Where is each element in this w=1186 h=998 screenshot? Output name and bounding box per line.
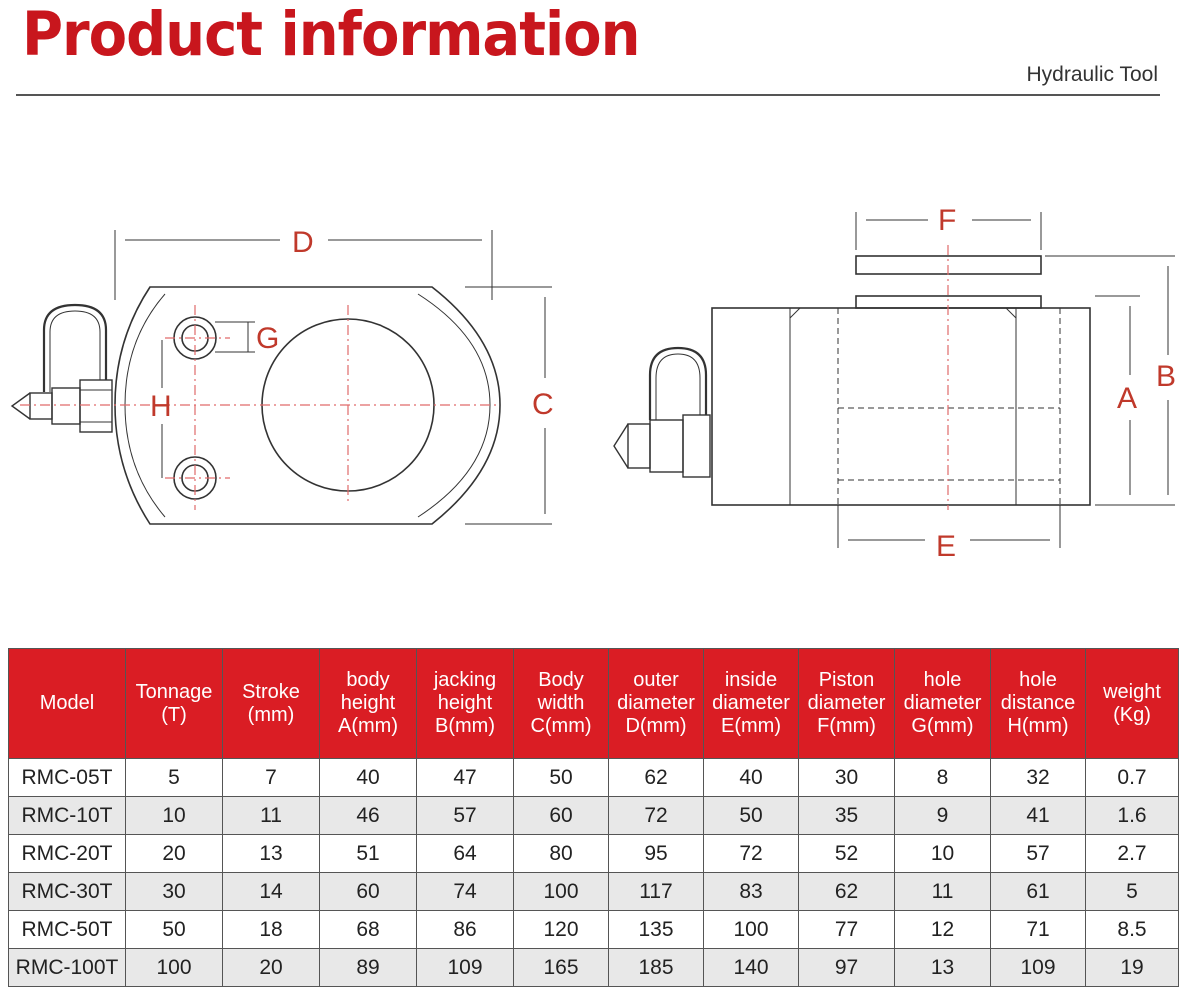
dimension-label-f: F	[938, 204, 957, 237]
dimension-label-a: A	[1117, 382, 1138, 415]
column-header-line: height	[340, 692, 396, 714]
table-cell: 9	[895, 797, 991, 835]
column-header-line: Model	[39, 692, 95, 714]
model-cell: RMC-30T	[9, 873, 126, 911]
table-cell: 5	[1086, 873, 1179, 911]
spec-table	[8, 648, 1179, 987]
column-header	[223, 649, 320, 759]
dimension-label-c: C	[532, 388, 554, 421]
table-cell: 100	[514, 873, 609, 911]
top-view	[12, 230, 552, 524]
table-cell: 20	[223, 949, 320, 987]
table-cell: 140	[704, 949, 799, 987]
column-header-line: H(mm)	[1007, 715, 1069, 737]
dimension-label-g: G	[256, 322, 280, 355]
table-row	[9, 949, 1179, 987]
dimension-label-h: H	[150, 390, 172, 423]
table-cell: 40	[704, 759, 799, 797]
table-cell: 2.7	[1086, 835, 1179, 873]
table-row	[9, 911, 1179, 949]
table-cell: 109	[417, 949, 514, 987]
table-cell: 1.6	[1086, 797, 1179, 835]
column-header-line: G(mm)	[911, 715, 974, 737]
table-cell: 19	[1086, 949, 1179, 987]
header-divider	[16, 94, 1160, 96]
column-header-line: inside	[724, 669, 778, 691]
table-cell: 72	[609, 797, 704, 835]
table-cell: 74	[417, 873, 514, 911]
column-header-line: E(mm)	[721, 715, 781, 737]
column-header-line: B(mm)	[435, 715, 495, 737]
column-header-line: diameter	[712, 692, 790, 714]
column-header-line: diameter	[903, 692, 982, 714]
table-row	[9, 797, 1179, 835]
column-header-line: outer	[633, 669, 679, 691]
table-cell: 135	[609, 911, 704, 949]
column-header	[126, 649, 223, 759]
column-header-line: Piston	[818, 669, 875, 691]
column-header	[991, 649, 1086, 759]
cylinder-body	[712, 308, 1090, 505]
column-header-line: diameter	[617, 692, 695, 714]
table-cell: 86	[417, 911, 514, 949]
column-header-line: jacking	[433, 669, 497, 691]
table-cell: 5	[126, 759, 223, 797]
column-header-line: height	[437, 692, 493, 714]
column-header	[609, 649, 704, 759]
table-cell: 97	[799, 949, 895, 987]
table-cell: 10	[895, 835, 991, 873]
column-header-line: D(mm)	[625, 715, 687, 737]
table-cell: 117	[609, 873, 704, 911]
table-cell: 72	[704, 835, 799, 873]
table-cell: 8	[895, 759, 991, 797]
table-cell: 83	[704, 873, 799, 911]
table-cell: 80	[514, 835, 609, 873]
column-header-line: F(mm)	[817, 715, 876, 737]
coupler-hex	[80, 380, 112, 432]
table-cell: 47	[417, 759, 514, 797]
column-header-line: weight	[1103, 680, 1161, 703]
column-header	[417, 649, 514, 759]
table-cell: 52	[799, 835, 895, 873]
table-cell: 20	[126, 835, 223, 873]
table-cell: 8.5	[1086, 911, 1179, 949]
table-cell: 30	[126, 873, 223, 911]
table-cell: 61	[991, 873, 1086, 911]
column-header-line: Stroke	[242, 680, 300, 703]
model-cell: RMC-10T	[9, 797, 126, 835]
technical-drawing	[0, 190, 1186, 570]
table-cell: 71	[991, 911, 1086, 949]
column-header	[799, 649, 895, 759]
model-cell: RMC-20T	[9, 835, 126, 873]
table-cell: 14	[223, 873, 320, 911]
table-header-row	[9, 649, 1179, 759]
table-cell: 100	[126, 949, 223, 987]
table-row	[9, 759, 1179, 797]
dimension-label-d: D	[292, 226, 314, 259]
column-header	[514, 649, 609, 759]
model-cell: RMC-05T	[9, 759, 126, 797]
column-header	[895, 649, 991, 759]
table-cell: 60	[514, 797, 609, 835]
table-cell: 120	[514, 911, 609, 949]
table-cell: 62	[609, 759, 704, 797]
dimension-label-b: B	[1156, 360, 1177, 393]
column-header-line: diameter	[807, 692, 886, 714]
column-header-line: (mm)	[247, 703, 295, 726]
table-cell: 7	[223, 759, 320, 797]
column-header-line: width	[537, 692, 585, 714]
table-cell: 12	[895, 911, 991, 949]
column-header-line: C(mm)	[530, 715, 592, 737]
table-cell: 64	[417, 835, 514, 873]
table-cell: 62	[799, 873, 895, 911]
table-cell: 32	[991, 759, 1086, 797]
table-cell: 50	[704, 797, 799, 835]
table-cell: 95	[609, 835, 704, 873]
table-body	[9, 759, 1179, 987]
table-cell: 10	[126, 797, 223, 835]
column-header-line: A(mm)	[338, 715, 398, 737]
page-title: Product information	[22, 0, 640, 71]
side-view	[614, 212, 1175, 548]
column-header-line: (Kg)	[1113, 703, 1151, 726]
table-cell: 18	[223, 911, 320, 949]
side-coupler	[683, 415, 710, 477]
table-cell: 185	[609, 949, 704, 987]
table-cell: 89	[320, 949, 417, 987]
column-header-line: body	[346, 669, 390, 691]
table-cell: 77	[799, 911, 895, 949]
column-header-line: Body	[538, 669, 584, 691]
table-cell: 40	[320, 759, 417, 797]
column-header	[1086, 649, 1179, 759]
column-header	[9, 649, 126, 759]
table-cell: 11	[895, 873, 991, 911]
table-cell: 68	[320, 911, 417, 949]
column-header-line: Tonnage	[135, 680, 213, 703]
table-cell: 50	[126, 911, 223, 949]
column-header-line: distance	[1000, 692, 1076, 714]
side-view-labels	[936, 204, 1176, 563]
table-cell: 0.7	[1086, 759, 1179, 797]
table-cell: 46	[320, 797, 417, 835]
model-cell: RMC-100T	[9, 949, 126, 987]
table-cell: 165	[514, 949, 609, 987]
column-header-line: hole	[1019, 669, 1057, 691]
table-cell: 51	[320, 835, 417, 873]
table-cell: 60	[320, 873, 417, 911]
dimension-label-e: E	[936, 530, 957, 563]
model-cell: RMC-50T	[9, 911, 126, 949]
column-header-line: (T)	[161, 703, 187, 726]
table-cell: 50	[514, 759, 609, 797]
table-cell: 13	[223, 835, 320, 873]
table-cell: 57	[991, 835, 1086, 873]
column-header-line: hole	[923, 669, 962, 691]
column-header	[320, 649, 417, 759]
page-subtitle: Hydraulic Tool	[1026, 63, 1158, 86]
table-cell: 57	[417, 797, 514, 835]
table-cell: 35	[799, 797, 895, 835]
table-cell: 109	[991, 949, 1086, 987]
table-row	[9, 873, 1179, 911]
table-cell: 11	[223, 797, 320, 835]
column-header	[704, 649, 799, 759]
table-cell: 41	[991, 797, 1086, 835]
table-cell: 30	[799, 759, 895, 797]
table-row	[9, 835, 1179, 873]
table-cell: 100	[704, 911, 799, 949]
table-cell: 13	[895, 949, 991, 987]
